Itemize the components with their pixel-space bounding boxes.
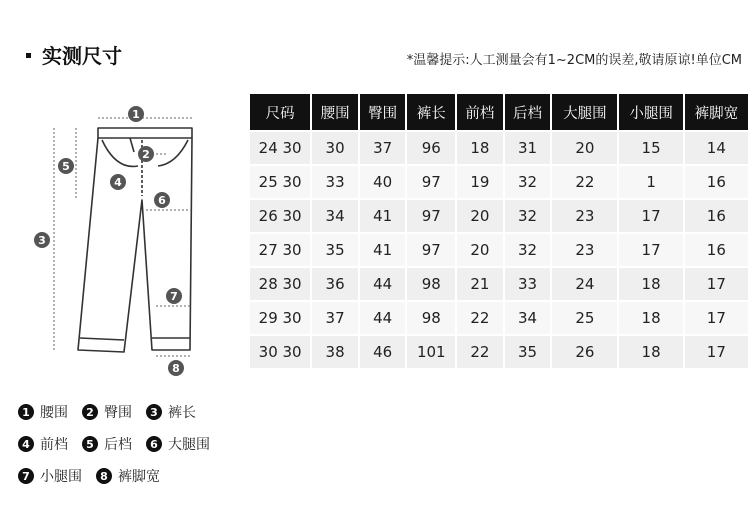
cell-thigh: 23: [552, 234, 617, 266]
cell-back-rise: 33: [505, 268, 551, 300]
legend-item-length: [146, 402, 196, 422]
legend-label: 裤脚宽: [118, 469, 160, 485]
header-front-rise: 前档: [457, 94, 503, 130]
pants-outline: [78, 138, 192, 352]
legend-item-front-rise: [18, 434, 68, 454]
size-table: [248, 92, 750, 370]
cell-thigh: 22: [552, 166, 617, 198]
cell-hip: 44: [360, 268, 406, 300]
legend-label: 裤长: [168, 405, 196, 421]
cell-size: 24 30: [250, 132, 310, 164]
table-row: [250, 166, 748, 198]
cell-length: 97: [407, 234, 455, 266]
legend-item-thigh: [146, 434, 210, 454]
legend-number-badge: 8: [96, 468, 112, 484]
legend-item-hem: [96, 466, 160, 486]
legend-label: 前档: [40, 437, 68, 453]
page-header: [22, 38, 742, 74]
cell-calf: 1: [619, 166, 682, 198]
table-row: [250, 268, 748, 300]
cell-hem: 16: [685, 234, 748, 266]
cell-hip: 40: [360, 166, 406, 198]
cell-hip: 41: [360, 234, 406, 266]
cell-front-rise: 22: [457, 336, 503, 368]
legend-label: 大腿围: [168, 437, 210, 453]
legend-item-calf: [18, 466, 82, 486]
cell-calf: 17: [619, 234, 682, 266]
header-hem: 裤脚宽: [685, 94, 748, 130]
legend-item-back-rise: [82, 434, 132, 454]
cell-waist: 30: [312, 132, 358, 164]
legend-label: 小腿围: [40, 469, 82, 485]
cell-hip: 46: [360, 336, 406, 368]
pants-waistband: [98, 128, 192, 138]
svg-text:1: 1: [132, 108, 140, 121]
cell-hip: 41: [360, 200, 406, 232]
cell-thigh: 20: [552, 132, 617, 164]
cell-hem: 17: [685, 336, 748, 368]
cell-hem: 16: [685, 166, 748, 198]
svg-text:5: 5: [62, 160, 70, 173]
legend-label: 腰围: [40, 405, 68, 421]
table-row: [250, 302, 748, 334]
cell-hem: 17: [685, 268, 748, 300]
svg-text:3: 3: [38, 234, 46, 247]
pants-illustration: [30, 100, 220, 385]
cell-back-rise: 32: [505, 234, 551, 266]
legend-label: 后档: [104, 437, 132, 453]
size-table-header-row: [250, 94, 748, 130]
cell-size: 28 30: [250, 268, 310, 300]
legend-number-badge: 1: [18, 404, 34, 420]
cell-back-rise: 34: [505, 302, 551, 334]
cell-waist: 37: [312, 302, 358, 334]
cell-back-rise: 32: [505, 166, 551, 198]
cell-length: 101: [407, 336, 455, 368]
cell-thigh: 24: [552, 268, 617, 300]
cell-hip: 44: [360, 302, 406, 334]
cell-back-rise: 31: [505, 132, 551, 164]
cell-calf: 18: [619, 268, 682, 300]
legend-number-badge: 4: [18, 436, 34, 452]
cell-front-rise: 20: [457, 234, 503, 266]
cell-back-rise: 35: [505, 336, 551, 368]
cell-waist: 34: [312, 200, 358, 232]
legend-item-hip: [82, 402, 132, 422]
cell-length: 98: [407, 302, 455, 334]
pants-diagram: [30, 100, 220, 385]
cell-front-rise: 21: [457, 268, 503, 300]
cell-size: 25 30: [250, 166, 310, 198]
legend-row: [18, 460, 258, 492]
legend-row: [18, 396, 258, 428]
header-size: 尺码: [250, 94, 310, 130]
cell-size: 30 30: [250, 336, 310, 368]
cell-hem: 14: [685, 132, 748, 164]
table-row: [250, 132, 748, 164]
header-waist: 腰围: [312, 94, 358, 130]
cell-thigh: 23: [552, 200, 617, 232]
legend-row: [18, 428, 258, 460]
page-title: 实测尺寸: [42, 44, 122, 68]
cell-size: 29 30: [250, 302, 310, 334]
table-row: [250, 336, 748, 368]
title-bullet: [26, 53, 31, 58]
table-row: [250, 200, 748, 232]
cell-size: 27 30: [250, 234, 310, 266]
table-row: [250, 234, 748, 266]
header-thigh: 大腿围: [552, 94, 617, 130]
cell-calf: 15: [619, 132, 682, 164]
cell-front-rise: 20: [457, 200, 503, 232]
cell-calf: 18: [619, 336, 682, 368]
cell-back-rise: 32: [505, 200, 551, 232]
svg-text:4: 4: [114, 176, 122, 189]
svg-text:7: 7: [170, 290, 178, 303]
cell-length: 98: [407, 268, 455, 300]
cell-waist: 38: [312, 336, 358, 368]
legend-number-badge: 2: [82, 404, 98, 420]
cell-waist: 36: [312, 268, 358, 300]
legend-number-badge: 5: [82, 436, 98, 452]
svg-text:2: 2: [142, 148, 150, 161]
cell-thigh: 26: [552, 336, 617, 368]
cell-calf: 18: [619, 302, 682, 334]
cell-calf: 17: [619, 200, 682, 232]
header-calf: 小腿围: [619, 94, 682, 130]
cell-hem: 17: [685, 302, 748, 334]
legend-number-badge: 3: [146, 404, 162, 420]
header-back-rise: 后档: [505, 94, 551, 130]
cell-front-rise: 19: [457, 166, 503, 198]
svg-text:6: 6: [158, 194, 166, 207]
cell-waist: 33: [312, 166, 358, 198]
cell-length: 96: [407, 132, 455, 164]
legend-number-badge: 6: [146, 436, 162, 452]
cell-hip: 37: [360, 132, 406, 164]
cell-thigh: 25: [552, 302, 617, 334]
cell-size: 26 30: [250, 200, 310, 232]
svg-text:8: 8: [172, 362, 180, 375]
cell-waist: 35: [312, 234, 358, 266]
legend-number-badge: 7: [18, 468, 34, 484]
measurement-legend: [18, 396, 258, 492]
cell-hem: 16: [685, 200, 748, 232]
legend-item-waist: [18, 402, 68, 422]
cell-front-rise: 22: [457, 302, 503, 334]
header-length: 裤长: [407, 94, 455, 130]
legend-label: 臀围: [104, 405, 132, 421]
header-hip: 臀围: [360, 94, 406, 130]
measurement-note: *温馨提示:人工测量会有1~2CM的误差,敬请原谅!单位CM: [406, 53, 742, 68]
cell-length: 97: [407, 200, 455, 232]
cell-length: 97: [407, 166, 455, 198]
cell-front-rise: 18: [457, 132, 503, 164]
